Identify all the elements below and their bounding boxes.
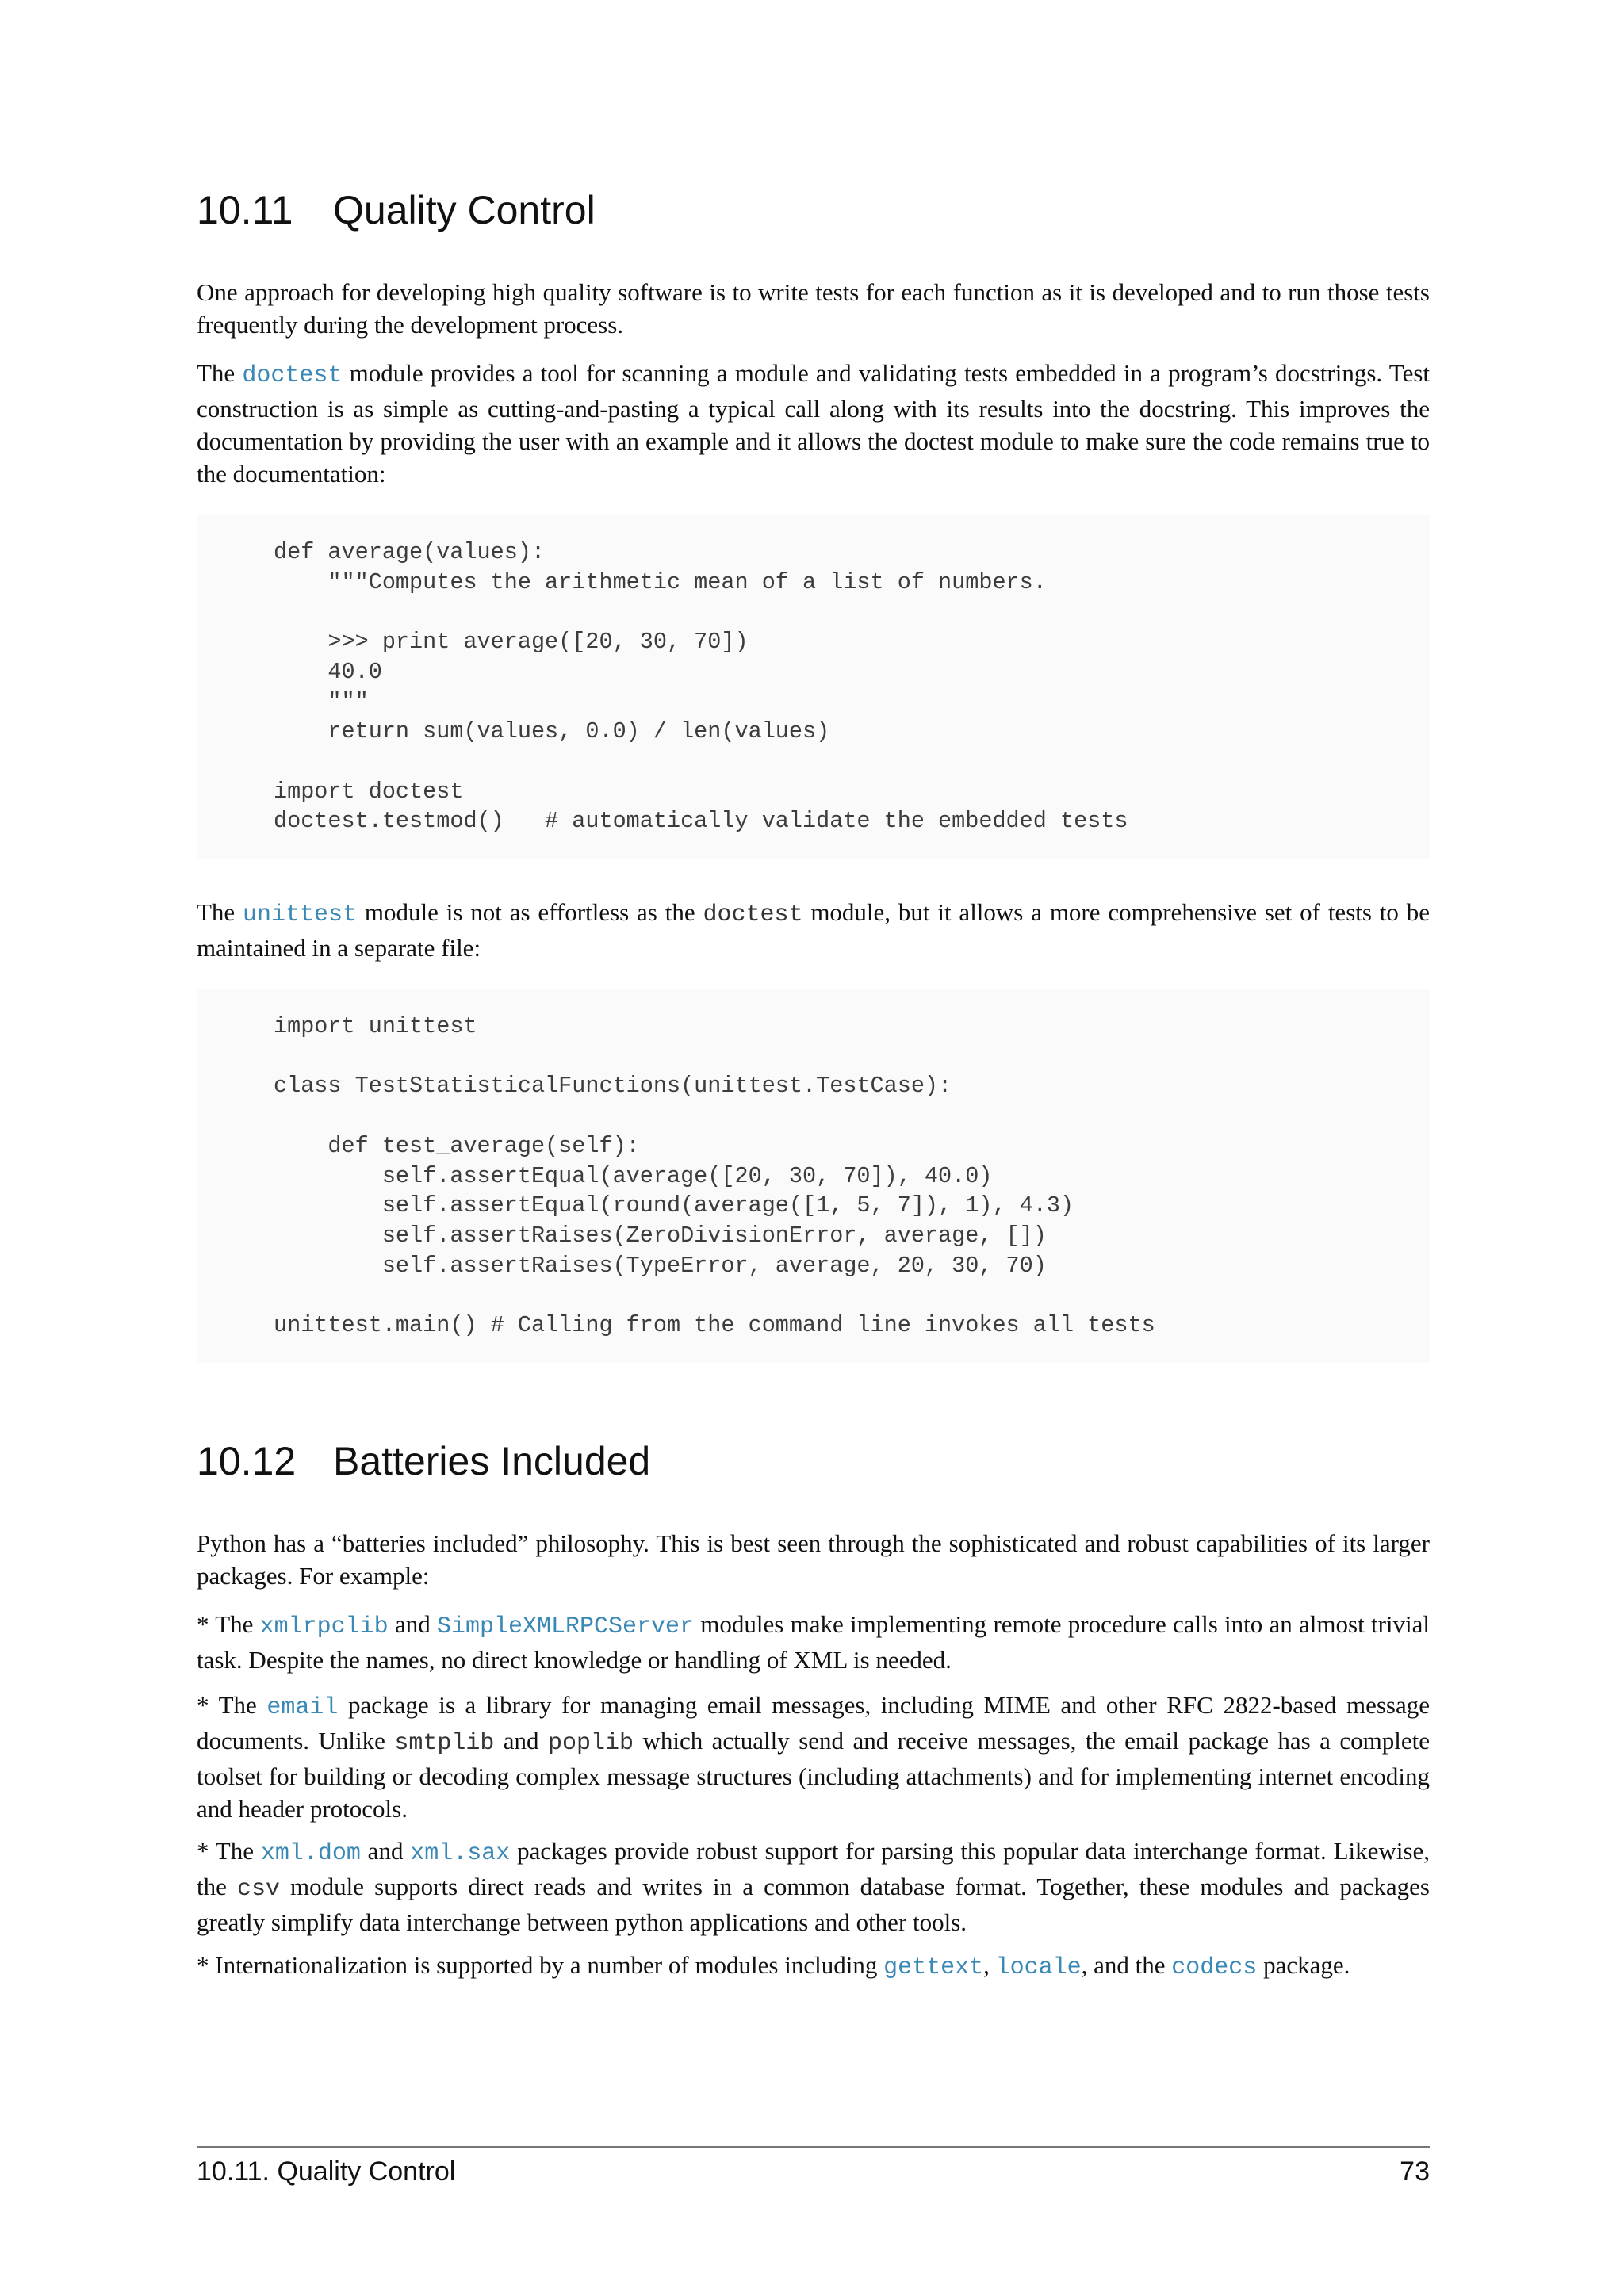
inline-code: csv (236, 1876, 280, 1903)
text: module supports direct reads and writes in a common database format. Together, these modules and packages greatly simplify data interchange between python applications and other tools. (197, 1873, 1430, 1936)
code-listing-unittest: import unittest class TestStatisticalFunctions(unittest.TestCase): def test_average(self): self.assertEqual(average([20, 30, 70]), 40.0) self.assertEqual(round(average([1, 5, 7]), 1), 4.3) self.assertRaises(ZeroDivisionError, average, []) self.assertRaises(TypeError, average, 20, 30, 70) unittest.main() # Calling from the command line invokes all tests (274, 1013, 1155, 1339)
section-heading-batteries-included (197, 1438, 650, 1484)
text: module is not as effortless as the (357, 898, 703, 926)
paragraph (197, 357, 1430, 490)
simplexmlrpcserver-link[interactable]: SimpleXMLRPCServer (436, 1613, 695, 1640)
text: and (360, 1837, 411, 1865)
text: and (494, 1727, 548, 1755)
xml-sax-link[interactable]: xml.sax (410, 1840, 511, 1867)
unittest-link[interactable]: unittest (243, 901, 358, 928)
footer-section-title: 10.11. Quality Control (197, 2156, 456, 2187)
paragraph (197, 896, 1430, 964)
code-block (197, 515, 1430, 859)
inline-code: smtplib (394, 1730, 495, 1757)
section-number: 10.12 (197, 1439, 297, 1483)
xml-dom-link[interactable]: xml.dom (260, 1840, 361, 1867)
bullet-paragraph (197, 1689, 1430, 1825)
inline-code: doctest (703, 901, 803, 928)
section-number: 10.11 (197, 188, 293, 232)
bullet-paragraph (197, 1835, 1430, 1938)
section-heading-quality-control (197, 187, 596, 233)
paragraph: Python has a “batteries included” philosophy. This is best seen through the sophisticated and robust capabilities of its larger packages. For example: (197, 1529, 1430, 1590)
page-number: 73 (1400, 2156, 1430, 2187)
text: , and the (1081, 1951, 1172, 1979)
text: package is a library for managing email messages, including MIME and other RFC 2822-based message documents. Unlike (197, 1691, 1430, 1755)
text: * Internationalization is supported by a number of modules including (197, 1951, 884, 1979)
text: packages provide robust support for parsing this popular data interchange format. Likewise, the (197, 1837, 1430, 1900)
bullet-paragraph (197, 1608, 1430, 1676)
text: The (197, 898, 243, 926)
text: * The (197, 1691, 267, 1719)
text: module provides a tool for scanning a module and validating tests embedded in a program’s docstrings. Test construction is as simple as cutting-and-pasting a typical call along with its results into the docstring. This improves the documentation by providing the user with an example and it allows the doctest module to make sure the code remains true to the documentation: (197, 359, 1430, 488)
page-footer (197, 2156, 1430, 2187)
email-link[interactable]: email (266, 1694, 339, 1721)
text: * The (197, 1610, 260, 1638)
text: and (388, 1610, 437, 1638)
gettext-link[interactable]: gettext (883, 1954, 984, 1981)
text: The (197, 359, 243, 387)
text: * The (197, 1837, 261, 1865)
locale-link[interactable]: locale (995, 1954, 1082, 1981)
section-title: Quality Control (333, 188, 596, 232)
xmlrpclib-link[interactable]: xmlrpclib (259, 1613, 389, 1640)
text: module, but it allows a more comprehensive set of tests to be maintained in a separate file: (197, 898, 1430, 962)
section-title: Batteries Included (333, 1439, 651, 1483)
bullet-paragraph (197, 1949, 1430, 1984)
text: package. (1257, 1951, 1350, 1979)
codecs-link[interactable]: codecs (1171, 1954, 1258, 1981)
text: which actually send and receive messages, the email package has a complete toolset for building or decoding complex message structures (including attachments) and for implementing internet encoding and header protocols. (197, 1727, 1430, 1823)
inline-code: poplib (547, 1730, 634, 1757)
text: modules make implementing remote procedure calls into an almost trivial task. Despite the names, no direct knowledge or handling of XML is needed. (197, 1610, 1430, 1674)
paragraph: One approach for developing high quality software is to write tests for each function as it is developed and to run those tests frequently during the development process. (197, 278, 1430, 339)
footer-divider (197, 2146, 1430, 2148)
doctest-link[interactable]: doctest (242, 362, 343, 389)
code-block (197, 989, 1430, 1363)
text: , (983, 1951, 996, 1979)
code-listing-doctest: def average(values): """Computes the arithmetic mean of a list of numbers. >>> print average([20, 30, 70]) 40.0 """ return sum(values, 0.0) / len(values) import doctest doctest.testmod() # automatically validate the embedded tests (274, 539, 1128, 835)
